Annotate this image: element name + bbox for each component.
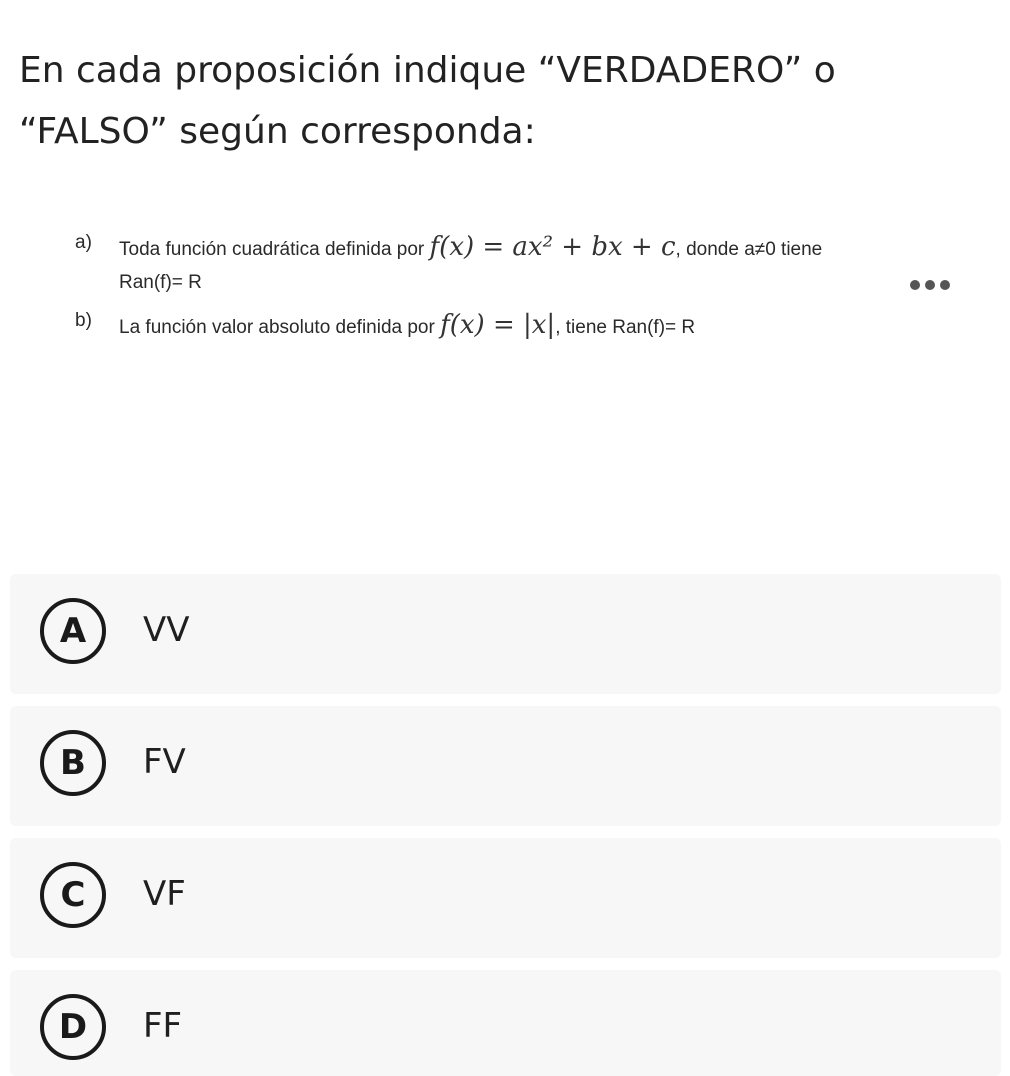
proposition-text-before: La función valor absoluto definida por [119, 317, 435, 338]
option-badge: A [40, 598, 106, 664]
option-label: FF [143, 1006, 183, 1046]
option-label: FV [143, 742, 186, 782]
quadratic-formula: f(x) = ax² + bx + c [429, 232, 676, 262]
proposition-text-after: , tiene Ran(f)= R [555, 317, 696, 338]
proposition-text-before: Toda función cuadrática definida por [119, 239, 425, 260]
option-c[interactable] [10, 838, 1001, 958]
proposition-text [119, 232, 822, 262]
proposition-text [119, 310, 695, 340]
option-badge: C [40, 862, 106, 928]
proposition-continuation: Ran(f)= R [119, 272, 202, 293]
option-d[interactable] [10, 970, 1001, 1076]
proposition-letter: b) [75, 310, 92, 331]
proposition-text-after: , donde a≠0 tiene [675, 239, 823, 260]
option-label: VF [143, 874, 186, 914]
more-options-icon[interactable] [910, 280, 950, 290]
option-badge: D [40, 994, 106, 1060]
question-image [75, 226, 985, 346]
absolute-value-formula: f(x) = |x| [440, 310, 556, 340]
option-label: VV [143, 610, 190, 650]
option-badge: B [40, 730, 106, 796]
proposition-letter: a) [75, 232, 92, 253]
option-b[interactable] [10, 706, 1001, 826]
question-title: En cada proposición indique “VERDADERO” o “FALSO” según corresponda: [19, 50, 836, 152]
option-a[interactable] [10, 574, 1001, 694]
